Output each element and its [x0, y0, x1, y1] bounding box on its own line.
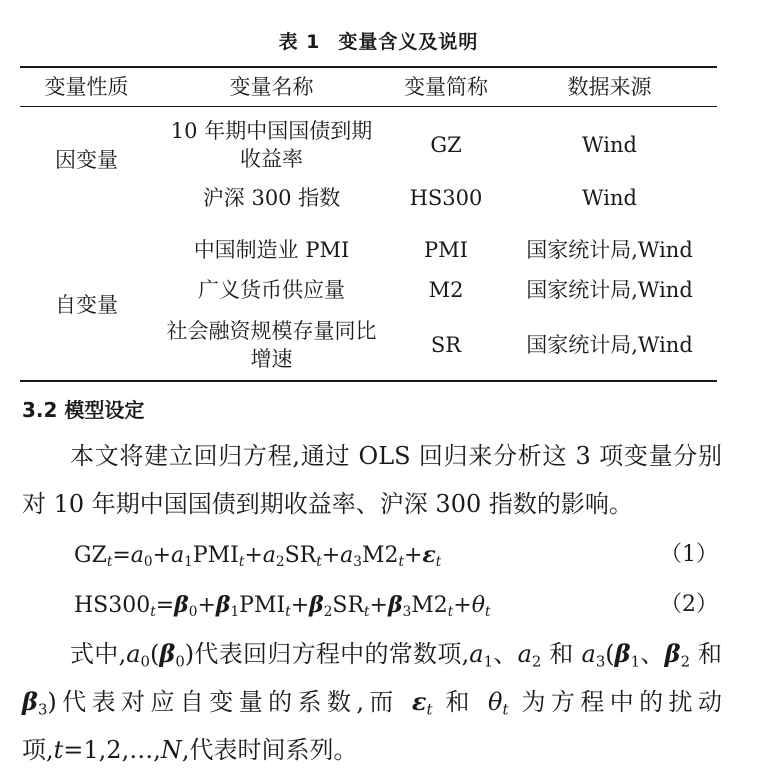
row-gz-name: 10 年期中国国债到期收益率 — [170, 119, 373, 171]
table-header-rule — [20, 106, 717, 107]
equation-2-number: （2） — [660, 592, 718, 617]
row-pmi-abbr: PMI — [424, 238, 468, 262]
row-gz-abbr: GZ — [430, 133, 462, 157]
table-bottom-rule — [20, 380, 717, 382]
group-independent: 自变量 — [55, 293, 118, 317]
paragraph-explanation: 式中$,a_0(\beta_0)$代表回归方程中的常数项$,a_1$、$a_2$ 和 $a_3(\beta_1$、$\beta_2$ 和 $\beta_3$)代表对应自变量的系数,而 $\varepsilon_t$ 和 $\theta_t$ 为方程中的扰动项,t=1,2,…,N,代表时间系列。 — [22, 639, 722, 764]
row-m2-source: 国家统计局,Wind — [526, 278, 693, 302]
group-dependent: 因变量 — [55, 148, 118, 172]
equation-1-number: （1） — [660, 542, 718, 567]
row-hs300-source: Wind — [582, 186, 637, 210]
table-top-rule — [20, 66, 717, 68]
paragraph-intro: 本文将建立回归方程,通过 OLS 回归来分析这 3 项变量分别对 10 年期中国国债到期收益率、沪深 300 指数的影响。 — [22, 442, 722, 518]
row-hs300-name: 沪深 300 指数 — [202, 186, 341, 210]
row-hs300-abbr: HS300 — [409, 186, 483, 210]
row-m2-name: 广义货币供应量 — [198, 278, 345, 302]
table-number: 表 1 — [278, 31, 321, 53]
row-sr-name: 社会融资规模存量同比增速 — [166, 319, 377, 371]
row-sr-abbr: SR — [430, 333, 462, 357]
section-heading: 3.2 模型设定 — [22, 398, 145, 422]
row-pmi-source: 国家统计局,Wind — [526, 238, 693, 262]
table-caption — [0, 27, 757, 54]
row-m2-abbr: M2 — [428, 278, 464, 302]
header-source: 数据来源 — [567, 75, 652, 99]
table-title: 变量含义及说明 — [338, 31, 479, 53]
header-abbr: 变量简称 — [404, 75, 488, 99]
row-gz-source: Wind — [582, 133, 637, 157]
header-nature: 变量性质 — [44, 75, 129, 99]
header-name: 变量名称 — [229, 75, 314, 99]
equation-1: $GZ_t=a_0+a_1PMI_t+a_2SR_t+a_3M2_t+\varepsilon_t$ — [74, 542, 442, 571]
row-sr-source: 国家统计局,Wind — [526, 333, 693, 357]
equation-2: $HS300_t=\beta_0+\beta_1PMI_t+\beta_2SR_t+\beta_3M2_t+\theta_t$ — [74, 592, 491, 621]
row-pmi-name: 中国制造业 PMI — [193, 238, 350, 262]
